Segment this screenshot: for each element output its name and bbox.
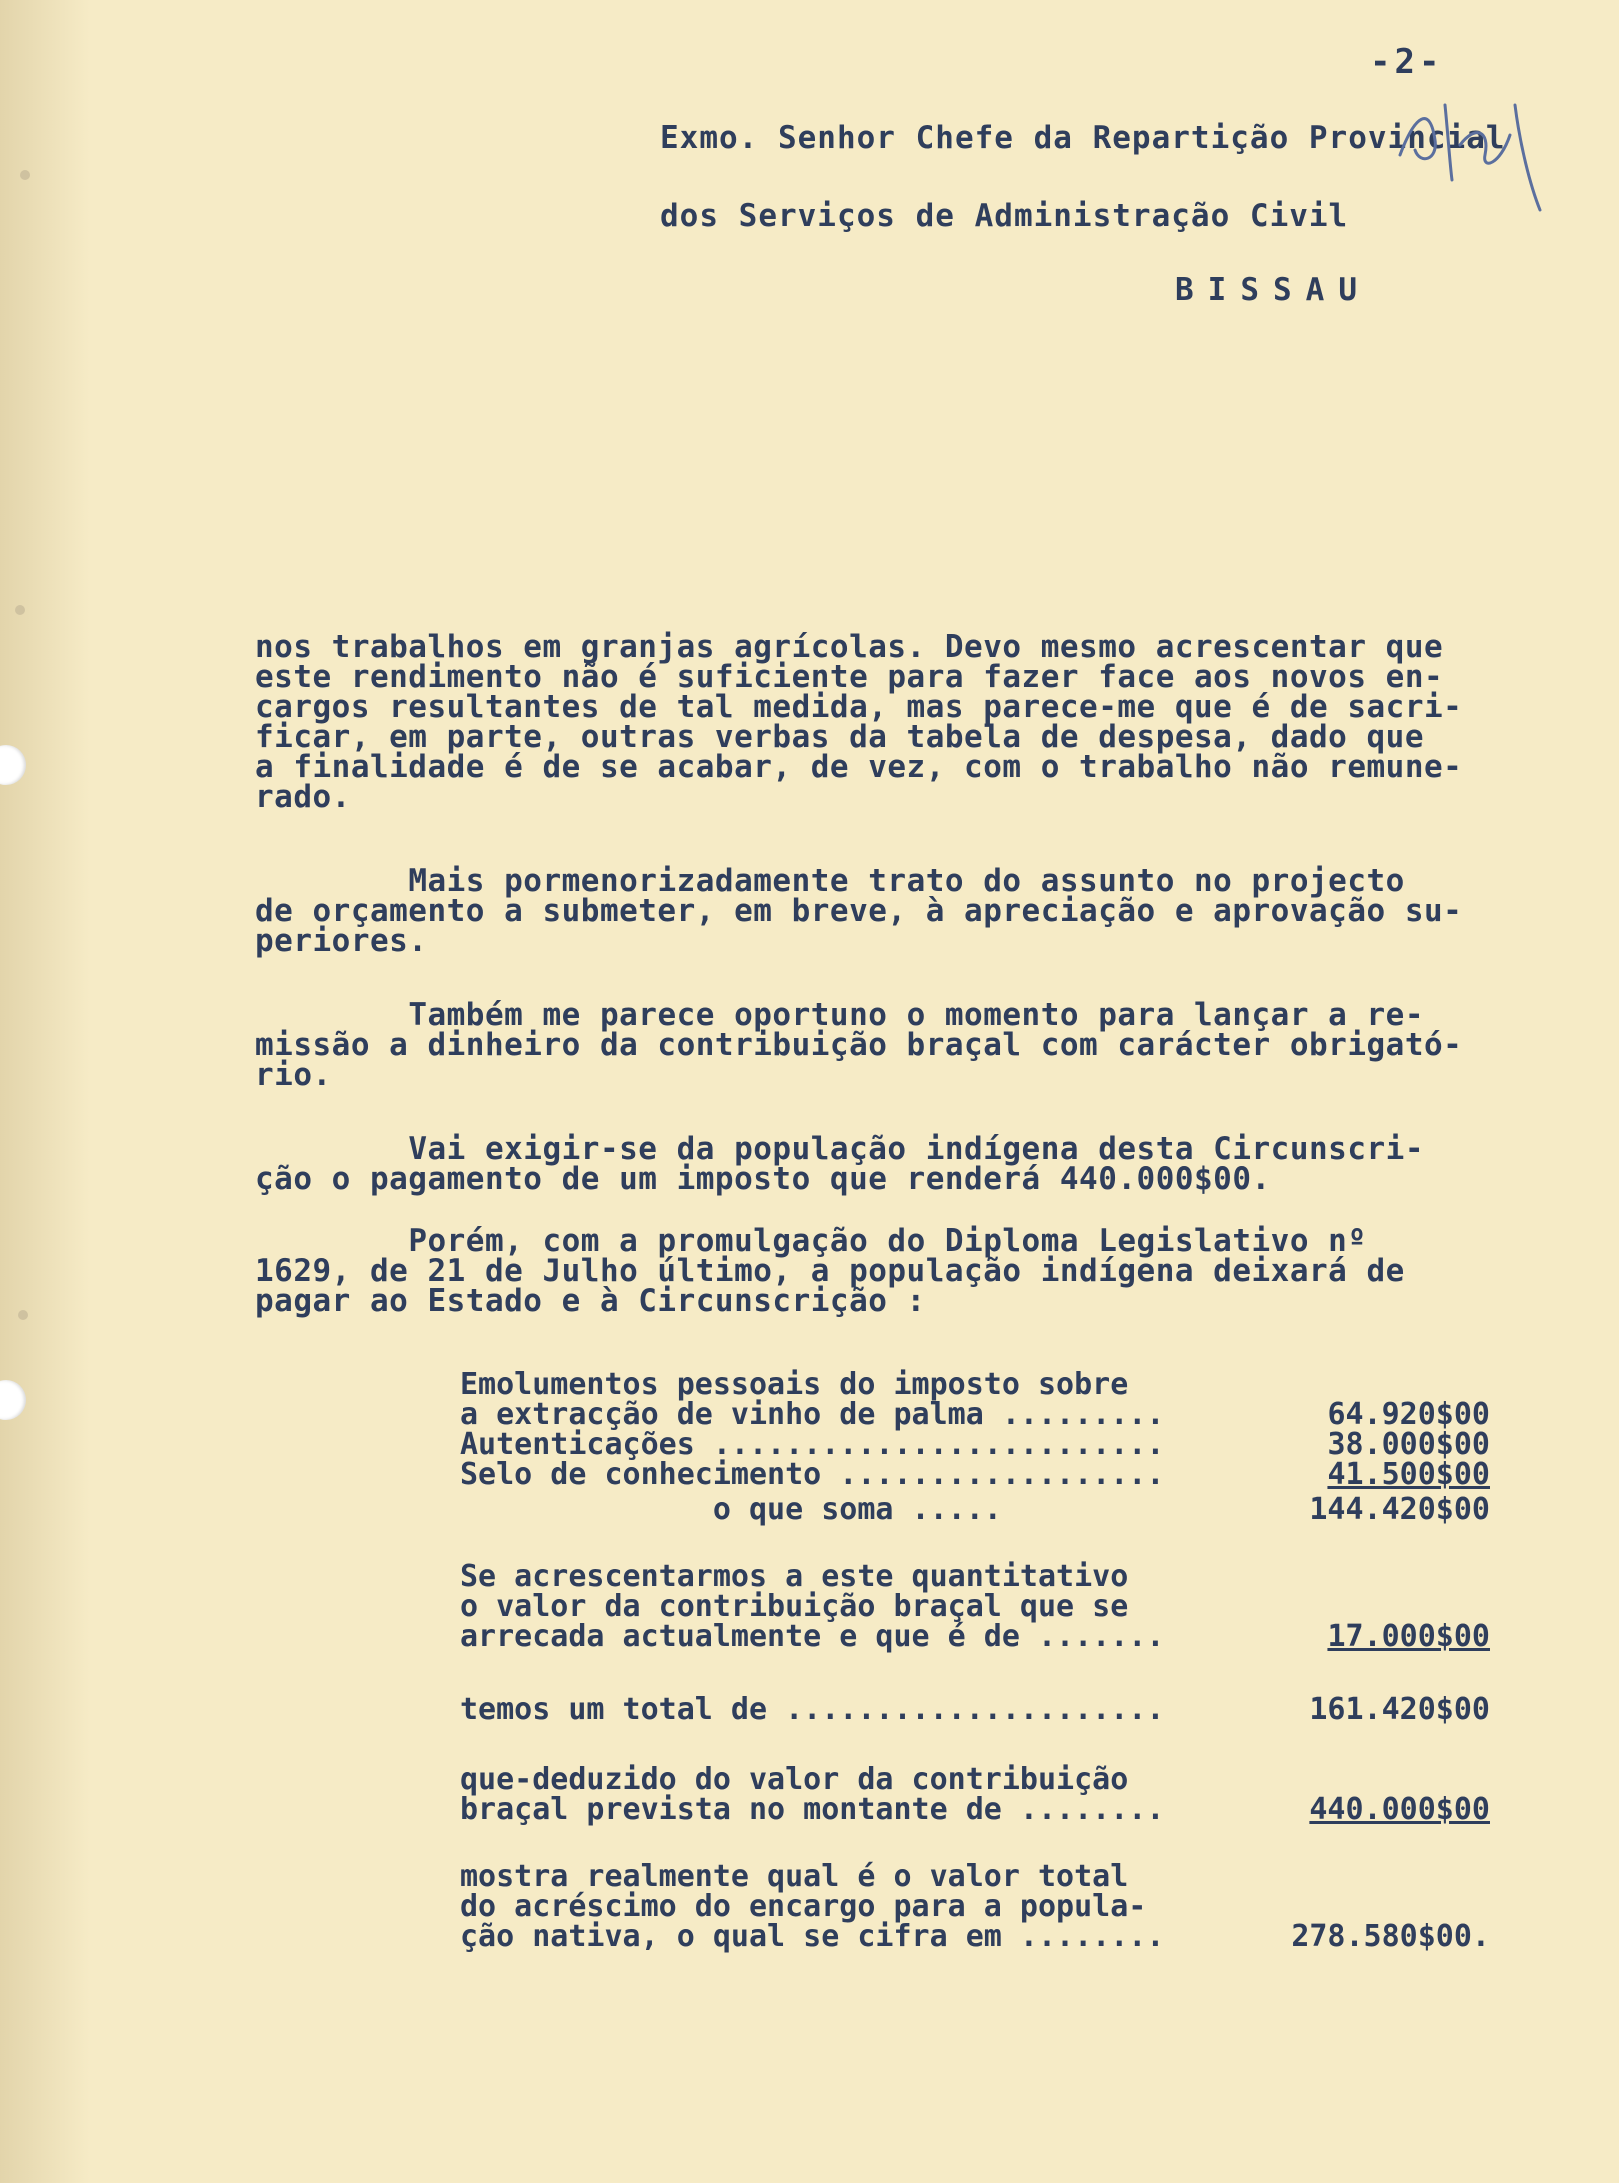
account-line xyxy=(460,1397,1520,1432)
account-label: Autenticações ......................... xyxy=(460,1427,1165,1462)
account-label: mostra realmente qual é o valor total xyxy=(460,1859,1129,1894)
address-line-1: Exmo. Senhor Chefe da Repartição Provincial xyxy=(660,120,1506,156)
account-label: do acréscimo do encargo para a popula- xyxy=(460,1889,1147,1924)
account-amount: 144.420$00 xyxy=(1309,1492,1490,1527)
paragraph: Também me parece oportuno o momento para lançar a re- missão a dinheiro da contribuição braçal com carácter obrigató- rio. xyxy=(255,997,1463,1093)
paragraph: Mais pormenorizadamente trato do assunto no projecto de orçamento a submeter, em breve, à apreciação e aprovação su- periores. xyxy=(255,863,1463,959)
account-label: a extracção de vinho de palma ......... xyxy=(460,1397,1165,1432)
account-label: braçal prevista no montante de ........ xyxy=(460,1792,1165,1827)
account-line xyxy=(460,1859,1520,1894)
account-label: ção nativa, o qual se cifra em ........ xyxy=(460,1919,1165,1954)
account-amount: 440.000$00 xyxy=(1309,1792,1490,1827)
account-line xyxy=(460,1457,1520,1492)
account-line xyxy=(460,1492,1520,1527)
account-amount: 17.000$00 xyxy=(1327,1619,1490,1654)
account-line xyxy=(460,1762,1520,1797)
account-amount: 41.500$00 xyxy=(1327,1457,1490,1492)
account-label: que-deduzido do valor da contribuição xyxy=(460,1762,1129,1797)
account-line xyxy=(460,1792,1520,1827)
account-line xyxy=(460,1589,1520,1624)
paper-speck xyxy=(18,1310,28,1320)
account-line xyxy=(460,1889,1520,1924)
account-line xyxy=(460,1427,1520,1462)
account-amount: 38.000$00 xyxy=(1327,1427,1490,1462)
paragraph: nos trabalhos em granjas agrícolas. Devo mesmo acrescentar que este rendimento não é suficiente para fazer face aos novos en- cargos resultantes de tal medida, mas parece-me que é de sacri- ficar, em parte, outras verbas da tabela de despesa, dado que a finalidade é de se acabar, de vez, com o trabalho não remune- rado. xyxy=(255,629,1463,815)
account-line xyxy=(460,1559,1520,1594)
address-city: BISSAU xyxy=(1175,272,1371,308)
account-label: Se acrescentarmos a este quantitativo xyxy=(460,1559,1129,1594)
account-line xyxy=(460,1367,1520,1402)
address-line-2: dos Serviços de Administração Civil xyxy=(660,198,1349,234)
account-label: o valor da contribuição braçal que se xyxy=(460,1589,1129,1624)
account-amount: 278.580$00. xyxy=(1291,1919,1490,1954)
account-label: o que soma ..... xyxy=(460,1492,1002,1527)
account-line xyxy=(460,1919,1520,1954)
paper-edge-shadow xyxy=(0,0,90,2183)
account-label: Emolumentos pessoais do imposto sobre xyxy=(460,1367,1129,1402)
account-label: Selo de conhecimento .................. xyxy=(460,1457,1165,1492)
account-line xyxy=(460,1619,1520,1654)
paper-speck xyxy=(15,605,25,615)
paragraph: Porém, com a promulgação do Diploma Legislativo nº 1629, de 21 de Julho último, a população indígena deixará de pagar ao Estado e à Circunscrição : xyxy=(255,1223,1405,1319)
paper-speck xyxy=(20,170,30,180)
account-label: temos um total de ..................... xyxy=(460,1692,1165,1727)
account-amount: 64.920$00 xyxy=(1327,1397,1490,1432)
page-number: -2- xyxy=(1370,42,1444,82)
account-amount: 161.420$00 xyxy=(1309,1692,1490,1727)
paragraph: Vai exigir-se da população indígena desta Circunscri- ção o pagamento de um imposto que renderá 440.000$00. xyxy=(255,1131,1424,1197)
account-label: arrecada actualmente e que é de ....... xyxy=(460,1619,1165,1654)
handwritten-initials xyxy=(1390,85,1560,215)
account-line xyxy=(460,1692,1520,1727)
